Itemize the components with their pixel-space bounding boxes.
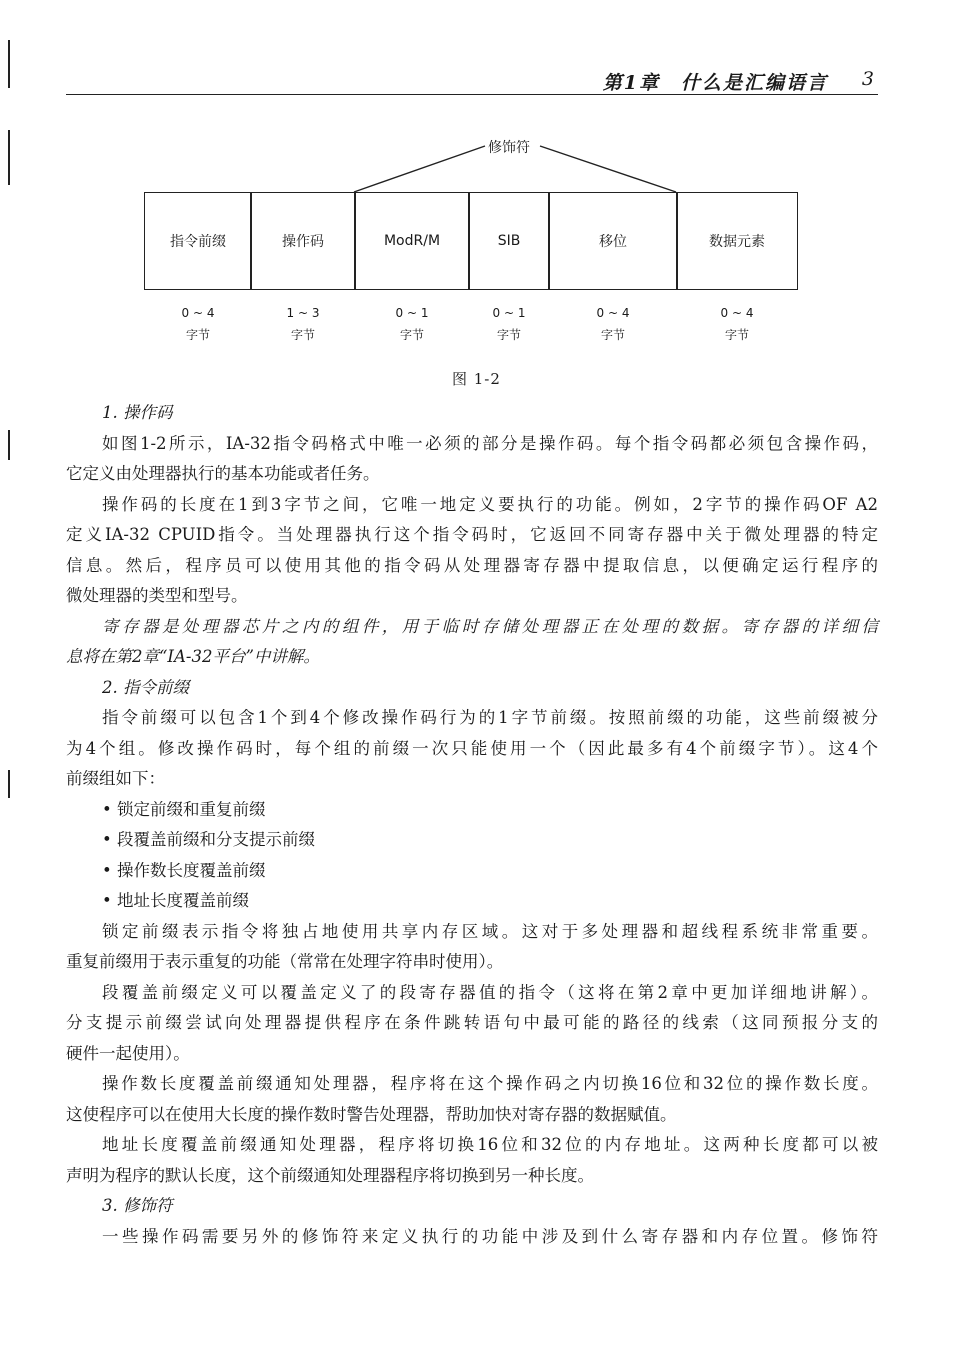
byte-range-unit: 字节 [496, 328, 521, 342]
byte-range [697, 302, 777, 346]
byte-range-value: 0 ~ 4 [181, 306, 215, 320]
body-text [66, 398, 878, 1252]
field-label: SIB [497, 233, 521, 249]
list-item: • 锁定前缀和重复前缀 [102, 799, 266, 819]
field-displacement [548, 192, 678, 290]
list-item: • 地址长度覆盖前缀 [102, 891, 249, 910]
byte-range [469, 302, 549, 346]
note-line: 息将在第2章“IA-32平台”中讲解。 [66, 647, 320, 666]
field-modrm [354, 192, 470, 290]
byte-range-unit: 字节 [290, 328, 315, 342]
field-data-element [676, 192, 798, 290]
byte-range-unit: 字节 [724, 328, 749, 342]
paragraph-line: 锁定前缀表示指令将独占地使用共享内存区域。这对于多处理器和超线程系统非常重要。 [102, 921, 878, 941]
list-item: • 操作数长度覆盖前缀 [102, 860, 266, 880]
byte-range-value: 1 ~ 3 [286, 306, 320, 320]
page-number: 3 [861, 68, 874, 90]
paragraph-line: 前缀组如下： [66, 769, 165, 788]
modifier-label: 修饰符 [488, 140, 530, 156]
byte-range-value: 0 ~ 4 [720, 306, 754, 320]
paragraph-line: 操作数长度覆盖前缀通知处理器，程序将在这个操作码之内切换16位和32位的操作数长度。 [102, 1074, 878, 1093]
byte-range-unit: 字节 [600, 328, 625, 342]
paragraph-line: 为4个组。修改操作码时，每个组的前缀一次只能使用一个（因此最多有4个前缀字节）。这4个 [66, 738, 878, 758]
note-line: 寄存器是处理器芯片之内的组件，用于临时存储处理器正在处理的数据。寄存器的详细信 [102, 616, 878, 636]
paragraph-line: 它定义由处理器执行的基本功能或者任务。 [66, 464, 380, 483]
byte-range [372, 302, 452, 346]
field-label: 指令前缀 [170, 234, 226, 250]
paragraph-line: 一些操作码需要另外的修饰符来定义执行的功能中涉及到什么寄存器和内存位置。修饰符 [102, 1226, 878, 1246]
byte-range [573, 302, 653, 346]
byte-range-unit: 字节 [399, 328, 424, 342]
margin-mark [8, 770, 10, 798]
paragraph-line: 如图1-2所示，IA-32指令码格式中唯一必须的部分是操作码。每个指令码都必须包含操作码， [102, 433, 878, 453]
byte-range [158, 302, 238, 346]
byte-range-value: 0 ~ 1 [492, 306, 526, 320]
byte-range-value: 0 ~ 4 [596, 306, 630, 320]
paragraph-line: 定义IA-32 CPUID指令。当处理器执行这个指令码时，它返回不同寄存器中关于微处理器的特定 [66, 525, 878, 544]
byte-range-value: 0 ~ 1 [395, 306, 429, 320]
field-label: 数据元素 [709, 234, 765, 250]
paragraph-line: 硬件一起使用）。 [66, 1043, 190, 1063]
list-item: • 段覆盖前缀和分支提示前缀 [102, 830, 315, 849]
paragraph-line: 地址长度覆盖前缀通知处理器，程序将切换16位和32位的内存地址。这两种长度都可以被 [102, 1135, 878, 1154]
paragraph-line: 重复前缀用于表示重复的功能（常常在处理字符串时使用）。 [66, 952, 504, 971]
figure-caption: 图 1-2 [452, 370, 501, 388]
paragraph-line: 信息。然后，程序员可以使用其他的指令码从处理器寄存器中提取信息，以便确定运行程序的 [66, 555, 878, 575]
paragraph-line: 操作码的长度在1到3字节之间，它唯一地定义要执行的功能。例如，2字节的操作码OF A2 [102, 494, 878, 514]
margin-mark [8, 430, 10, 460]
paragraph-line: 微处理器的类型和型号。 [66, 586, 248, 605]
section-heading-prefix: 2. 指令前缀 [102, 677, 189, 697]
chapter-title: 第1章 什么是汇编语言 [602, 72, 828, 94]
section-heading-opcode: 1. 操作码 [102, 403, 173, 422]
byte-range-unit: 字节 [185, 328, 210, 342]
paragraph-line: 这使程序可以在使用大长度的操作数时警告处理器，帮助加快对寄存器的数据赋值。 [66, 1104, 677, 1124]
paragraph-line: 段覆盖前缀定义可以覆盖定义了的段寄存器值的指令（这将在第2章中更加详细地讲解）。 [102, 982, 878, 1002]
byte-range [263, 302, 343, 346]
instruction-format-figure [0, 0, 960, 400]
section-heading-modifier: 3. 修饰符 [102, 1196, 173, 1215]
field-instruction-prefix [144, 192, 252, 290]
field-label: 操作码 [282, 234, 324, 250]
paragraph-line: 声明为程序的默认长度，这个前缀通知处理器程序将切换到另一种长度。 [66, 1165, 594, 1185]
paragraph-line: 分支提示前缀尝试向处理器提供程序在条件跳转语句中最可能的路径的线索（这同预报分支的 [66, 1013, 878, 1032]
paragraph-line: 指令前缀可以包含1个到4个修改操作码行为的1字节前缀。按照前缀的功能，这些前缀被分 [102, 708, 878, 727]
field-label: 移位 [599, 234, 627, 250]
field-label: ModR/M [383, 233, 441, 249]
field-sib [468, 192, 550, 290]
field-opcode [250, 192, 356, 290]
